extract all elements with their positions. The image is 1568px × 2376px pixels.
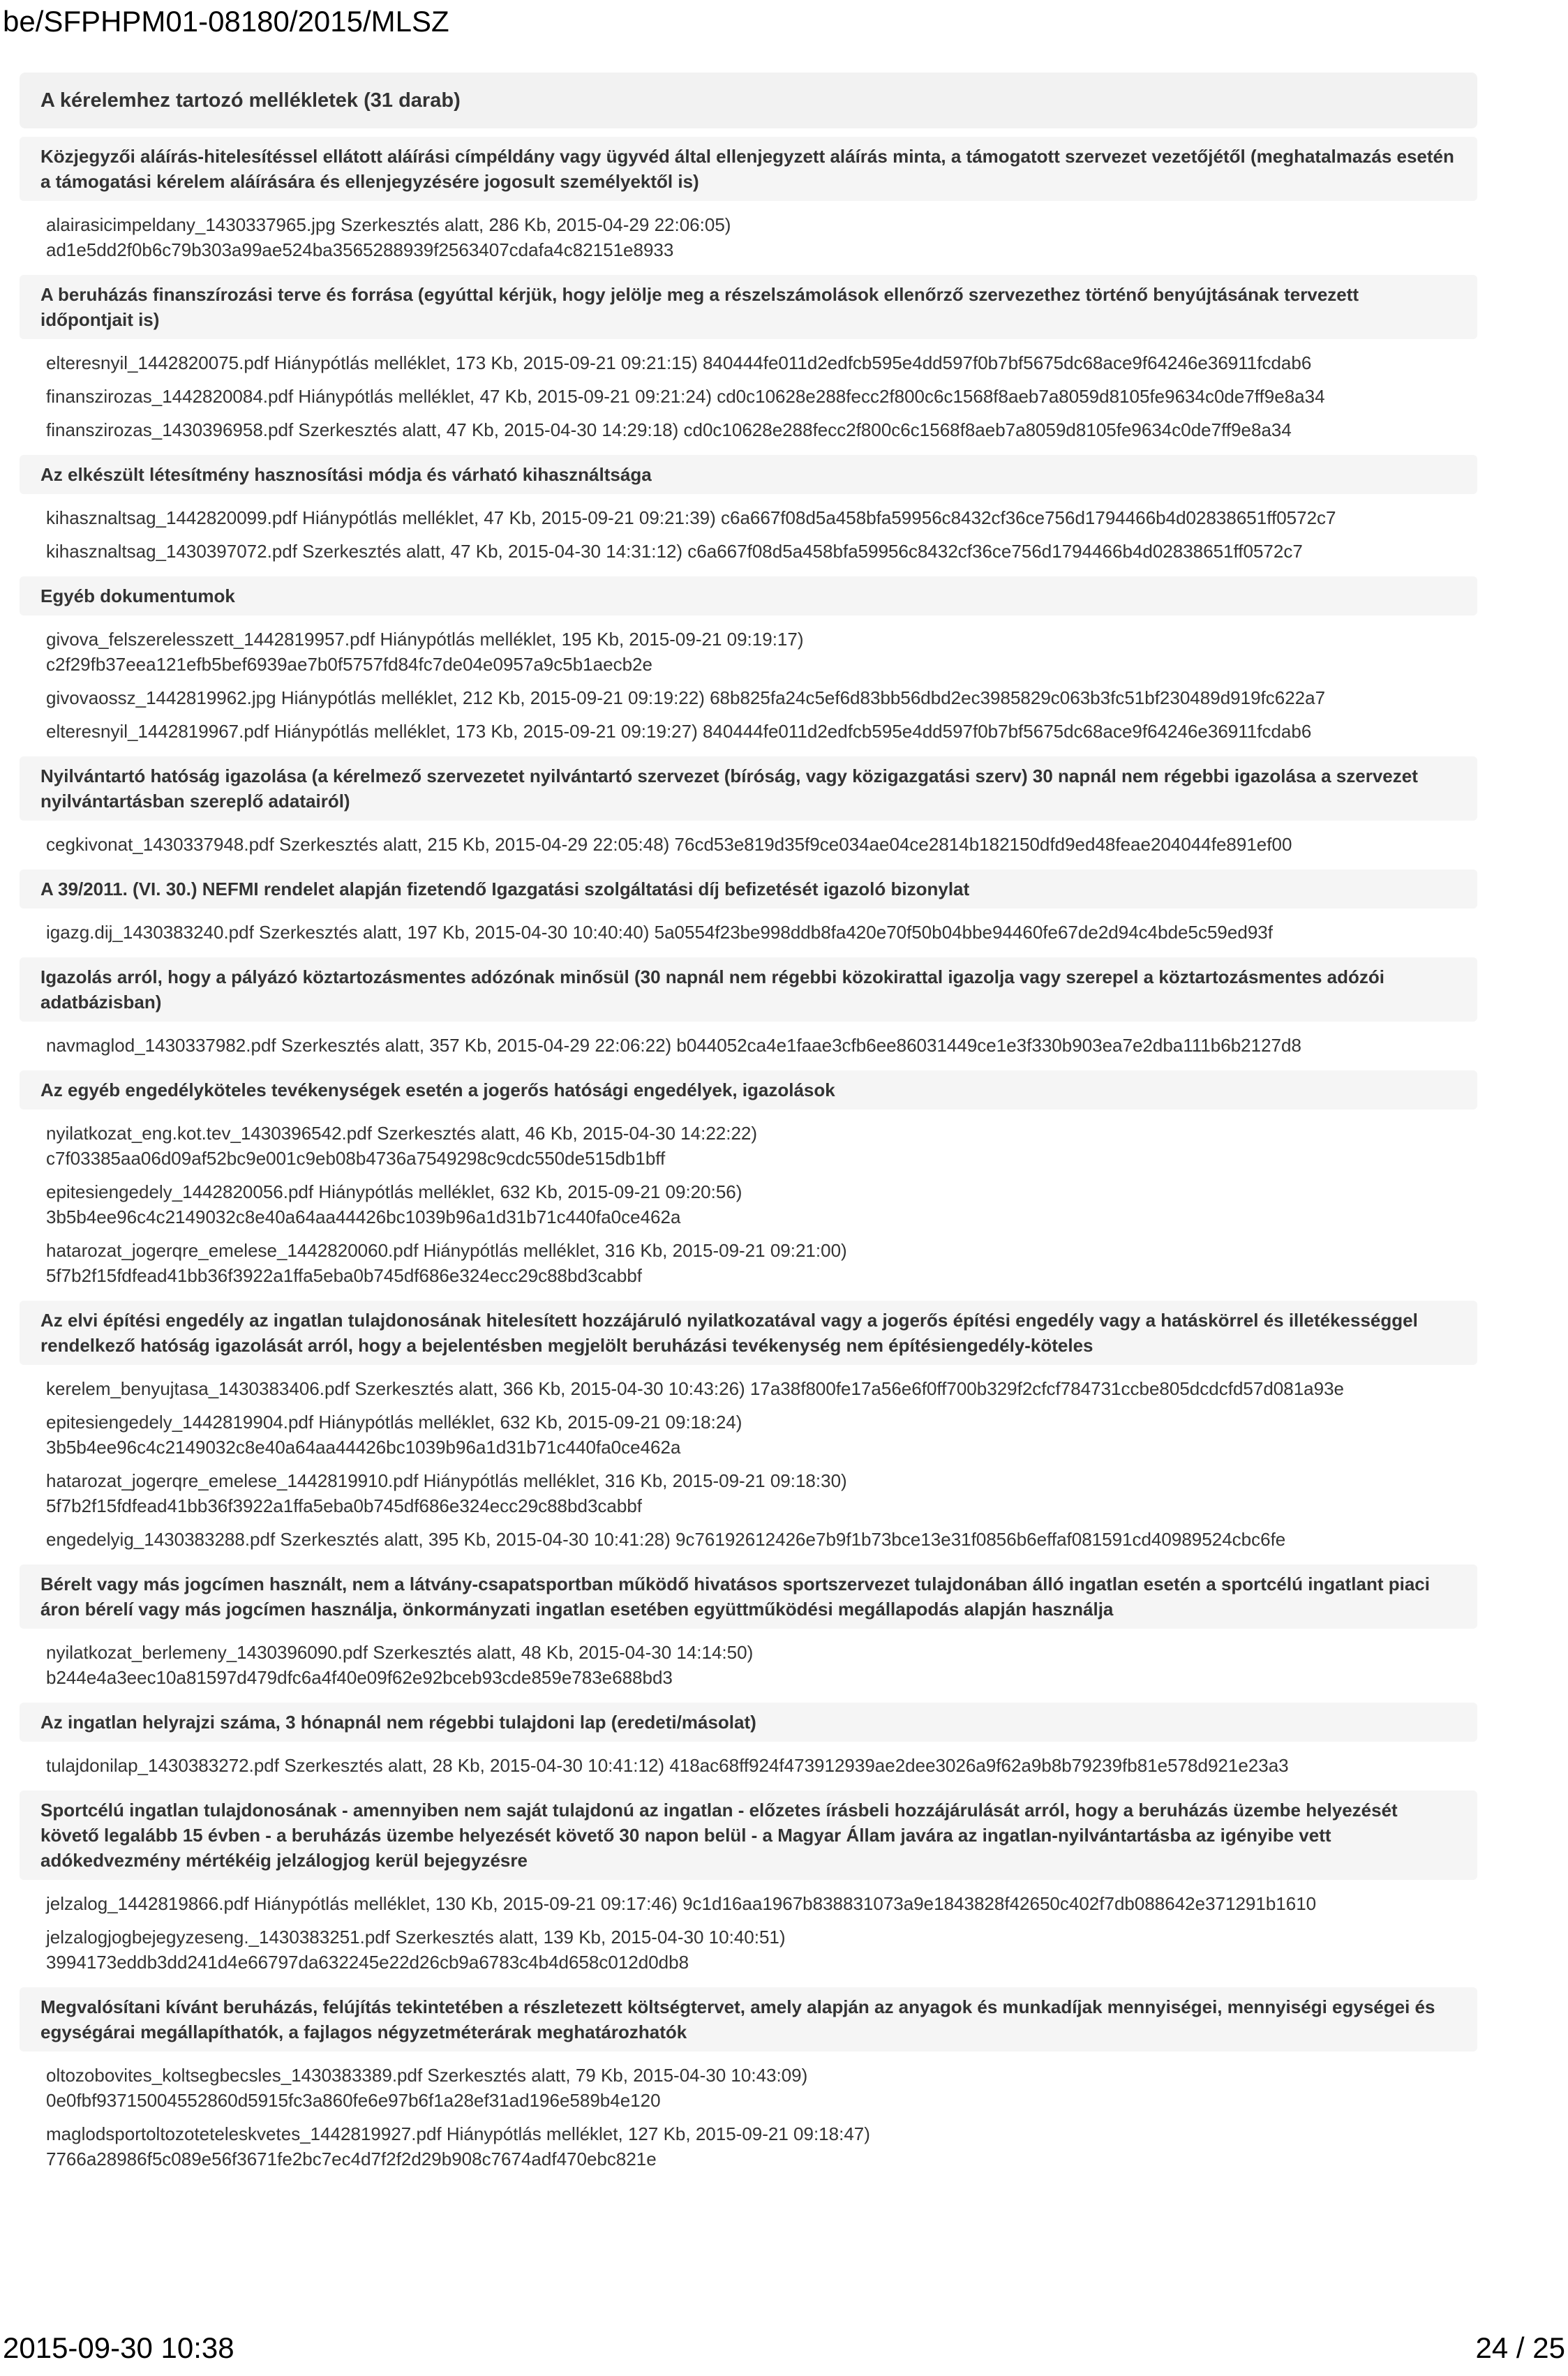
file-hash: 7766a28986f5c089e56f3671fe2bc7ec4d7f2f2d29b908c7674adf470ebc821e (46, 2149, 657, 2169)
attachment-section (20, 1301, 1477, 1556)
attachment-file (20, 1464, 1477, 1523)
section-heading: Igazolás arról, hogy a pályázó köztartozásmentes adózónak minősül (30 napnál nem régebbi közokirattal igazolja vagy szerepel a köztartozásmentes adózói adatbázisban) (20, 957, 1477, 1022)
attachment-section (20, 275, 1477, 447)
attachment-section (20, 1564, 1477, 1694)
attachment-file (20, 208, 1477, 267)
attachment-file (20, 916, 1477, 949)
attachment-file (20, 1523, 1477, 1556)
attachment-file (20, 346, 1477, 380)
file-info: maglodsportoltozoteteleskvetes_1442819927.pdf Hiánypótlás melléklet, 127 Kb, 2015-09-21 09:18:47) (46, 2123, 870, 2144)
attachments-title: A kérelemhez tartozó mellékletek (31 darab) (20, 73, 1477, 128)
section-heading: Sportcélú ingatlan tulajdonosának - amennyiben nem saját tulajdonú az ingatlan - előzetes írásbeli hozzájárulását arról, hogy a beruházás üzembe helyezését követő legalább 15 évben - a beruházás üzembe helyezését követő 30 napon belül - a Magyar Állam javára az ingatlan-nyilvántartásba az igényibe vett adókedvezmény mértékéig jelzálogjog kerül bejegyzésre (20, 1791, 1477, 1880)
file-info: igazg.dij_1430383240.pdf Szerkesztés alatt, 197 Kb, 2015-04-30 10:40:40) 5a0554f23be998ddb8fa420e70f50b04bbe94460fe67de2d94c4bde5c59ed93f (46, 922, 1273, 943)
section-heading: Nyilvántartó hatóság igazolása (a kérelmező szervezetet nyilvántartó szervezet (bíróság, vagy közigazgatási szerv) 30 napnál nem régebbi igazolása a szervezet nyilvántartásban szereplő adatairól) (20, 756, 1477, 821)
file-info: engedelyig_1430383288.pdf Szerkesztés alatt, 395 Kb, 2015-04-30 10:41:28) 9c76192612426e7b9f1b73bce13e31f0856b6effaf081591cd40989524cbc6fe (46, 1529, 1286, 1550)
section-heading: A 39/2011. (VI. 30.) NEFMI rendelet alapján fizetendő Igazgatási szolgáltatási díj befizetését igazoló bizonylat (20, 869, 1477, 909)
section-heading: Megvalósítani kívánt beruházás, felújítás tekintetében a részletezett költségtervet, amely alapján az anyagok és munkadíjak mennyiségei, mennyiségi egységei és egységárai megállapíthatók, a fajlagos négyzetméterárak meghatározhatók (20, 1987, 1477, 2052)
attachment-file (20, 1029, 1477, 1062)
attachment-section (20, 869, 1477, 949)
section-heading: Az ingatlan helyrajzi száma, 3 hónapnál nem régebbi tulajdoni lap (eredeti/másolat) (20, 1703, 1477, 1742)
attachment-file (20, 1887, 1477, 1920)
file-info: navmaglod_1430337982.pdf Szerkesztés alatt, 357 Kb, 2015-04-29 22:06:22) b044052ca4e1faae3cfb6ee86031449ce1e3f330b903ea7e2dba111b6b2127d8 (46, 1035, 1301, 1056)
file-info: jelzalog_1442819866.pdf Hiánypótlás melléklet, 130 Kb, 2015-09-21 09:17:46) 9c1d16aa1967b838831073a9e1843828f42650c402f7db088642e371291b1610 (46, 1893, 1317, 1914)
file-info: epitesiengedely_1442820056.pdf Hiánypótlás melléklet, 632 Kb, 2015-09-21 09:20:56) (46, 1181, 742, 1202)
file-info: finanszirozas_1430396958.pdf Szerkesztés alatt, 47 Kb, 2015-04-30 14:29:18) cd0c10628e288fecc2f800c6c1568f8aeb7a8059d8105fe9634c0de7ff9e8a34 (46, 419, 1292, 440)
file-info: elteresnyil_1442819967.pdf Hiánypótlás melléklet, 173 Kb, 2015-09-21 09:19:27) 840444fe011d2edfcb595e4dd597f0b7bf5675dc68ace9f64246e36911fcdab6 (46, 721, 1312, 742)
attachment-file (20, 1116, 1477, 1175)
attachment-file (20, 2059, 1477, 2117)
section-heading: Az egyéb engedélyköteles tevékenységek esetén a jogerős hatósági engedélyek, igazolások (20, 1070, 1477, 1109)
attachment-file (20, 622, 1477, 681)
section-heading: Bérelt vagy más jogcímen használt, nem a látvány-csapatsportban működő hivatásos sportszervezet tulajdonában álló ingatlan esetén a sportcélú ingatlant piaci áron bérelí vagy más jogcímen használja, önkormányzati ingatlan esetében együttműködési megállapodás alapján használja (20, 1564, 1477, 1629)
file-info: kihasznaltsag_1442820099.pdf Hiánypótlás melléklet, 47 Kb, 2015-09-21 09:21:39) c6a667f08d5a458bfa59956c8432cf36ce756d1794466b4d02838651ff0572c7 (46, 507, 1336, 528)
file-info: givova_felszerelesszett_1442819957.pdf Hiánypótlás melléklet, 195 Kb, 2015-09-21 09:19:17) (46, 629, 804, 650)
attachment-sections (20, 137, 1477, 2176)
attachment-file (20, 1749, 1477, 1782)
file-hash: 5f7b2f15fdfead41bb36f3922a1ffa5eba0b745df686e324ecc29c88bd3cabbf (46, 1265, 643, 1286)
document-reference: be/SFPHPM01-08180/2015/MLSZ (3, 5, 449, 38)
file-hash: 3b5b4ee96c4c2149032c8e40a64aa44426bc1039b96a1d31b71c440fa0ce462a (46, 1437, 681, 1458)
attachment-section (20, 1791, 1477, 1979)
footer-datetime: 2015-09-30 10:38 (3, 2331, 234, 2364)
file-hash: 3994173eddb3dd241d4e66797da632245e22d26cb9a6783c4b4d658c012d0db8 (46, 1952, 689, 1973)
attachment-file (20, 380, 1477, 413)
file-info: tulajdonilap_1430383272.pdf Szerkesztés alatt, 28 Kb, 2015-04-30 10:41:12) 418ac68ff924f473912939ae2dee3026a9f62a9b8b79239fb81e578d921e23a3 (46, 1755, 1289, 1776)
attachment-section (20, 576, 1477, 748)
attachment-section (20, 1070, 1477, 1292)
file-info: cegkivonat_1430337948.pdf Szerkesztés alatt, 215 Kb, 2015-04-29 22:05:48) 76cd53e819d35f9ce034ae04ce2814b182150dfd9ed48feae204044fe891ef00 (46, 834, 1292, 855)
file-info: oltozobovites_koltsegbecsles_1430383389.pdf Szerkesztés alatt, 79 Kb, 2015-04-30 10:43:09) (46, 2065, 808, 2086)
attachment-file (20, 1405, 1477, 1464)
attachment-file (20, 1920, 1477, 1979)
file-info: jelzalogjogbejegyzeseng._1430383251.pdf Szerkesztés alatt, 139 Kb, 2015-04-30 10:40:51) (46, 1927, 786, 1948)
section-heading: A beruházás finanszírozási terve és forrása (egyúttal kérjük, hogy jelölje meg a részelszámolások ellenőrző szervezethez történő benyújtásának tervezett időpontjait is) (20, 275, 1477, 339)
attachment-file (20, 1372, 1477, 1405)
attachments-panel (20, 73, 1477, 2184)
attachment-file (20, 2117, 1477, 2176)
attachment-section (20, 455, 1477, 568)
section-heading: Az elkészült létesítmény hasznosítási módja és várható kihasználtsága (20, 455, 1477, 494)
file-hash: c2f29fb37eea121efb5bef6939ae7b0f5757fd84fc7de04e0957a9c5b1aecb2e (46, 654, 652, 675)
attachment-file (20, 1636, 1477, 1694)
attachment-file (20, 535, 1477, 568)
attachment-file (20, 828, 1477, 861)
footer-page-number: 24 / 25 (1475, 2331, 1565, 2364)
attachment-file (20, 1175, 1477, 1234)
section-heading: Egyéb dokumentumok (20, 576, 1477, 615)
section-heading: Közjegyzői aláírás-hitelesítéssel ellátott aláírási címpéldány vagy ügyvéd által ellenjegyzett aláírás minta, a támogatott szervezet vezetőjétől (meghatalmazás esetén a támogatási kérelem aláírására és ellenjegyzésére jogosult személyektől is) (20, 137, 1477, 201)
attachment-file (20, 413, 1477, 447)
file-hash: 0e0fbf93715004552860d5915fc3a860fe6e97b6f1a28ef31ad196e589b4e120 (46, 2090, 661, 2111)
file-info: nyilatkozat_berlemeny_1430396090.pdf Szerkesztés alatt, 48 Kb, 2015-04-30 14:14:50) (46, 1642, 754, 1663)
attachment-section (20, 137, 1477, 267)
attachment-file (20, 1234, 1477, 1292)
file-info: nyilatkozat_eng.kot.tev_1430396542.pdf Szerkesztés alatt, 46 Kb, 2015-04-30 14:22:22) (46, 1123, 758, 1144)
file-info: kihasznaltsag_1430397072.pdf Szerkesztés alatt, 47 Kb, 2015-04-30 14:31:12) c6a667f08d5a458bfa59956c8432cf36ce756d1794466b4d02838651ff0572c7 (46, 541, 1303, 562)
attachment-file (20, 501, 1477, 535)
file-hash: 3b5b4ee96c4c2149032c8e40a64aa44426bc1039b96a1d31b71c440fa0ce462a (46, 1206, 681, 1227)
file-hash: ad1e5dd2f0b6c79b303a99ae524ba3565288939f2563407cdafa4c82151e8933 (46, 239, 674, 260)
file-info: hatarozat_jogerqre_emelese_1442820060.pdf Hiánypótlás melléklet, 316 Kb, 2015-09-21 09:21:00) (46, 1240, 847, 1261)
file-info: elteresnyil_1442820075.pdf Hiánypótlás melléklet, 173 Kb, 2015-09-21 09:21:15) 840444fe011d2edfcb595e4dd597f0b7bf5675dc68ace9f64246e36911fcdab6 (46, 352, 1312, 373)
attachment-section (20, 1987, 1477, 2176)
section-heading: Az elvi építési engedély az ingatlan tulajdonosának hitelesített hozzájáruló nyilatkozatával vagy a jogerős építési engedély vagy a hatáskörrel és illetékességgel rendelkező hatóság igazolását arról, hogy a bejelentésben megjelölt beruházási tevékenység nem építésiengedély-köteles (20, 1301, 1477, 1365)
attachment-section (20, 756, 1477, 861)
file-hash: c7f03385aa06d09af52bc9e001c9eb08b4736a7549298c9cdc550de515db1bff (46, 1148, 666, 1169)
attachment-section (20, 1703, 1477, 1782)
file-info: hatarozat_jogerqre_emelese_1442819910.pdf Hiánypótlás melléklet, 316 Kb, 2015-09-21 09:18:30) (46, 1470, 847, 1491)
attachment-file (20, 681, 1477, 715)
file-info: kerelem_benyujtasa_1430383406.pdf Szerkesztés alatt, 366 Kb, 2015-04-30 10:43:26) 17a38f800fe17a56e6f0ff700b329f2cfcf784731ccbe805dcdcfd57d081a93e (46, 1378, 1345, 1399)
file-info: finanszirozas_1442820084.pdf Hiánypótlás melléklet, 47 Kb, 2015-09-21 09:21:24) cd0c10628e288fecc2f800c6c1568f8aeb7a8059d8105fe9634c0de7ff9e8a34 (46, 386, 1325, 407)
file-hash: b244e4a3eec10a81597d479dfc6a4f40e09f62e92bceb93cde859e783e688bd3 (46, 1667, 673, 1688)
file-info: alairasicimpeldany_1430337965.jpg Szerkesztés alatt, 286 Kb, 2015-04-29 22:06:05) (46, 214, 731, 235)
file-info: epitesiengedely_1442819904.pdf Hiánypótlás melléklet, 632 Kb, 2015-09-21 09:18:24) (46, 1412, 742, 1433)
attachment-section (20, 957, 1477, 1062)
attachment-file (20, 715, 1477, 748)
file-hash: 5f7b2f15fdfead41bb36f3922a1ffa5eba0b745df686e324ecc29c88bd3cabbf (46, 1495, 643, 1516)
file-info: givovaossz_1442819962.jpg Hiánypótlás melléklet, 212 Kb, 2015-09-21 09:19:22) 68b825fa24c5ef6d83bb56dbd2ec3985829c063b3fc51bf230489d919fc622a7 (46, 687, 1326, 708)
